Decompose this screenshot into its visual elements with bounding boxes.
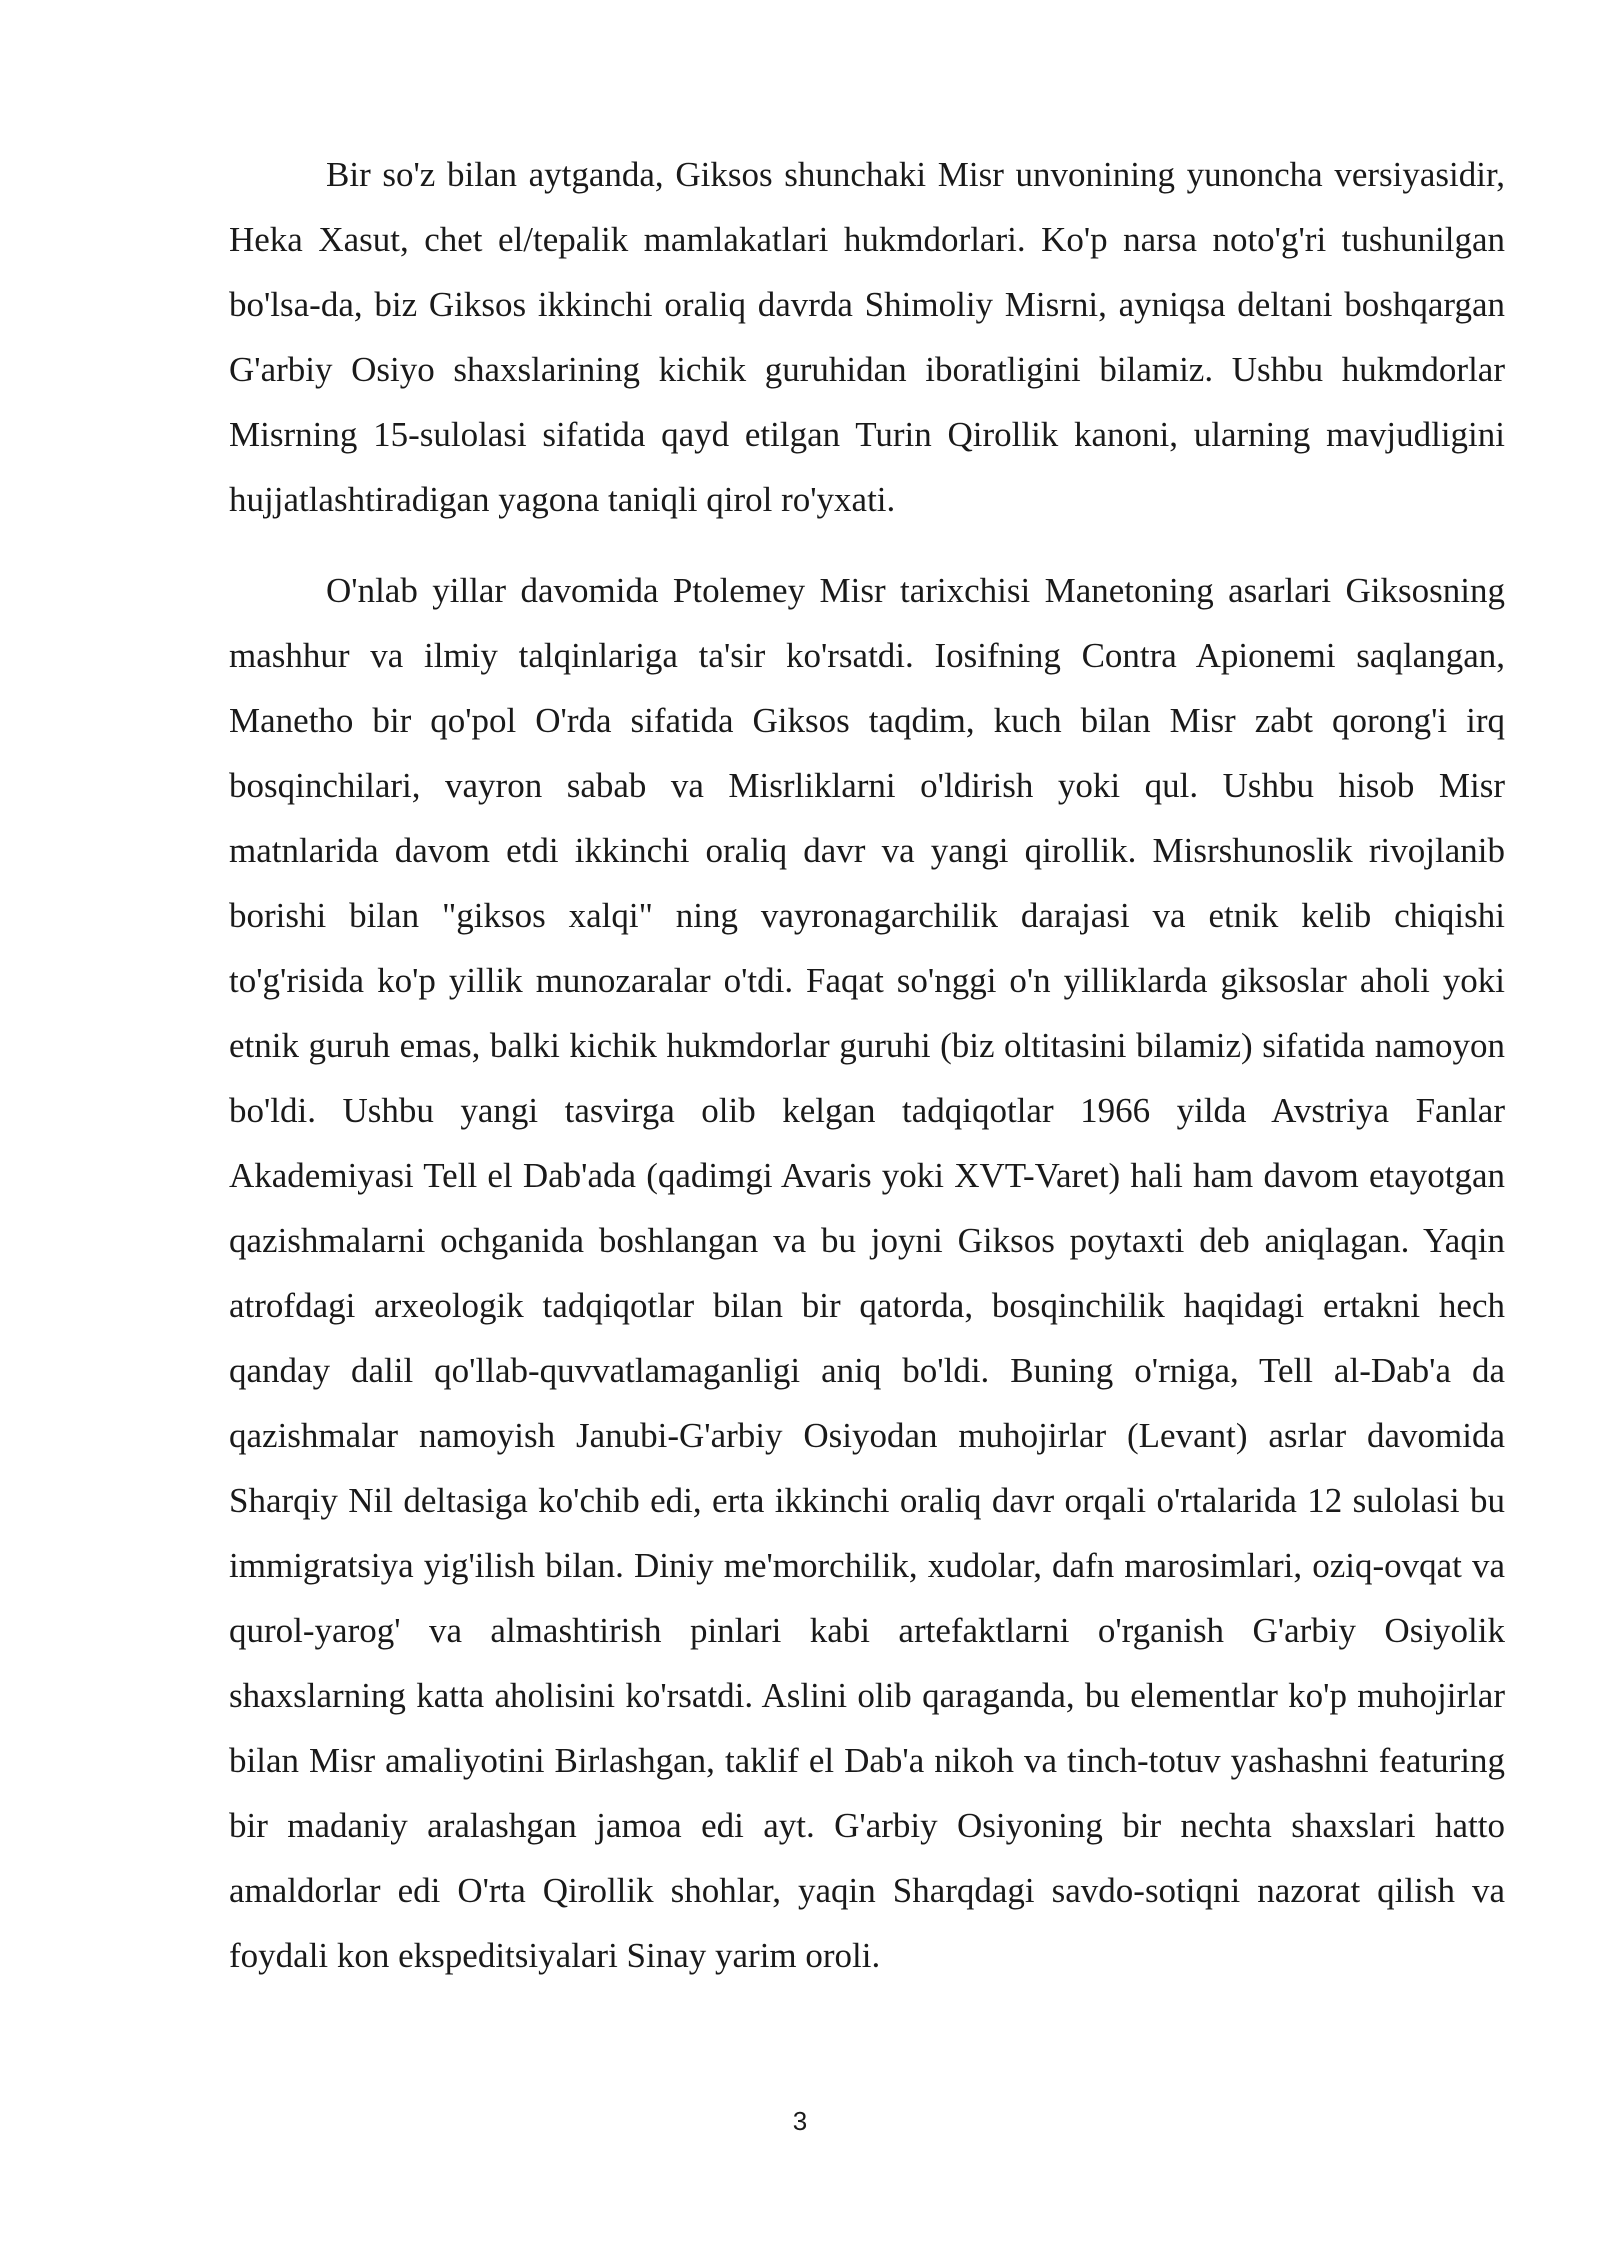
paragraph-2: O'nlab yillar davomida Ptolemey Misr tarixchisi Manetoning asarlari Giksosning mashhur va ilmiy talqinlariga ta'sir ko'rsatdi. Iosifning Contra Apionemi saqlangan, Manetho bir qo'pol O'rda sifatida Giksos taqdim, kuch bilan Misr zabt qorong'i irq bosqinchilari, vayron sabab va Misrliklarni o'ldirish yoki qul. Ushbu hisob Misr matnlarida davom etdi ikkinchi oraliq davr va yangi qirollik. Misrshunoslik rivojlanib borishi bilan "giksos xalqi" ning vayronagarchilik darajasi va etnik kelib chiqishi to'g'risida ko'p yillik munozaralar o'tdi. Faqat so'nggi o'n yilliklarda giksoslar aholi yoki etnik guruh emas, balki kichik hukmdorlar guruhi (biz oltitasini bilamiz) sifatida namoyon bo'ldi. Ushbu yangi tasvirga olib kelgan tadqiqotlar 1966 yilda Avstriya Fanlar Akademiyasi Tell el Dab'ada (qadimgi Avaris yoki XVT-Varet) hali ham davom etayotgan qazishmalarni ochganida boshlangan va bu joyni Giksos poytaxti deb aniqlagan. Yaqin atrofdagi arxeologik tadqiqotlar bilan bir qatorda, bosqinchilik haqidagi ertakni hech qanday dalil qo'llab-quvvatlamaganligi aniq bo'ldi. Buning o'rniga, Tell al-Dab'a da qazishmalar namoyish Janubi-G'arbiy Osiyodan muhojirlar (Levant) asrlar davomida Sharqiy Nil deltasiga ko'chib edi, erta ikkinchi oraliq davr orqali o'rtalarida 12 sulolasi bu immigratsiya yig'ilish bilan. Diniy me'morchilik, xudolar, dafn marosimlari, oziq-ovqat va qurol-yarog' va almashtirish pinlari kabi artefaktlarni o'rganish G'arbiy Osiyolik shaxslarning katta aholisini ko'rsatdi. Aslini olib qaraganda, bu elementlar ko'p muhojirlar bilan Misr amaliyotini Birlashgan, taklif el Dab'a nikoh va tinch-totuv yashashni featuring bir madaniy aralashgan jamoa edi ayt. G'arbiy Osiyoning bir nechta shaxslari hatto amaldorlar edi O'rta Qirollik shohlar, yaqin Sharqdagi savdo-sotiqni nazorat qilish va foydali kon ekspeditsiyalari Sinay yarim oroli.	[229, 571, 1505, 1975]
document-body	[229, 142, 1505, 1988]
page-number: 3	[792, 2106, 808, 2136]
paragraph-1: Bir so'z bilan aytganda, Giksos shunchaki Misr unvonining yunoncha versiyasidir, Heka Xasut, chet el/tepalik mamlakatlari hukmdorlari. Ko'p narsa noto'g'ri tushunilgan bo'lsa-da, biz Giksos ikkinchi oraliq davrda Shimoliy Misrni, ayniqsa deltani boshqargan G'arbiy Osiyo shaxslarining kichik guruhidan iboratligini bilamiz. Ushbu hukmdorlar Misrning 15-sulolasi sifatida qayd etilgan Turin Qirollik kanoni, ularning mavjudligini hujjatlashtiradigan yagona taniqli qirol ro'yxati.	[229, 155, 1505, 519]
